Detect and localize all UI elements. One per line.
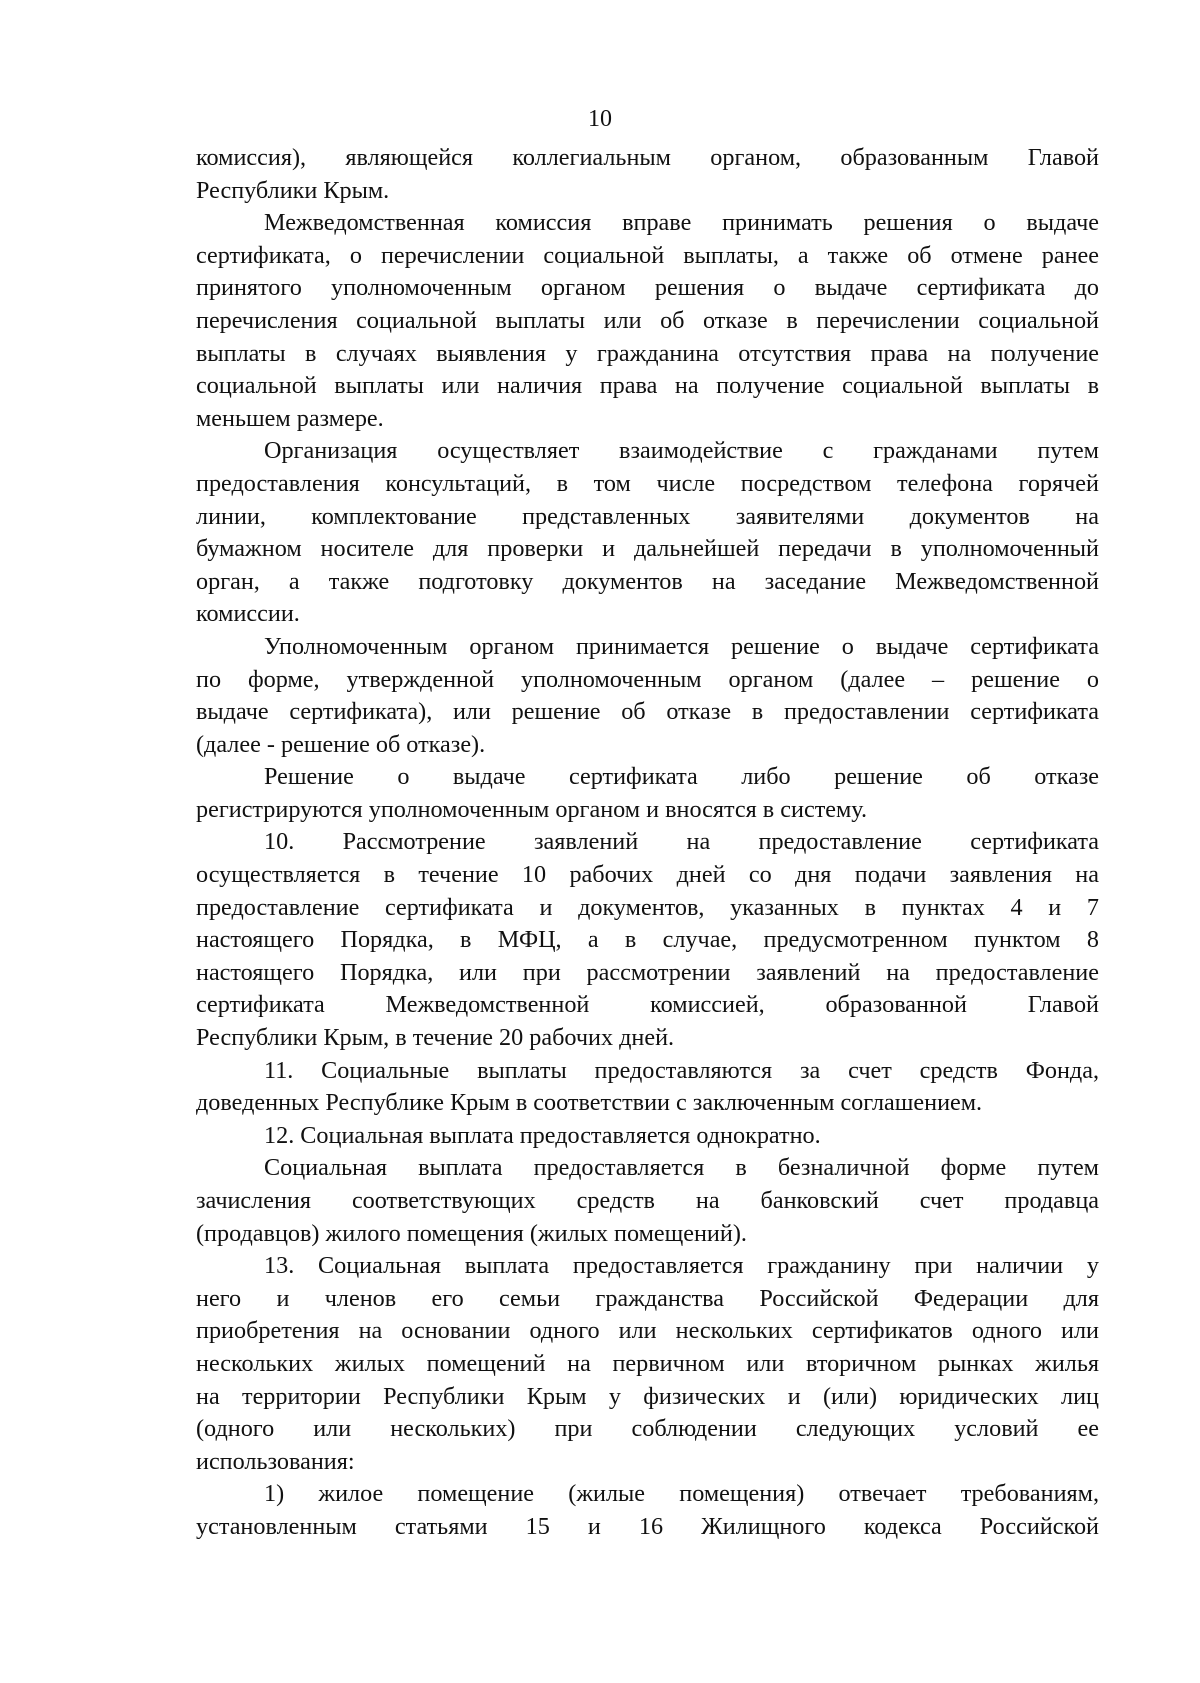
- text-line: комиссии.: [196, 600, 300, 628]
- text-line: Республики Крым.: [196, 176, 390, 204]
- text-line: Организация осуществляет взаимодействие с гражданами путем: [264, 437, 1099, 465]
- text-line: линии, комплектование представленных заявителями документов на: [196, 502, 1099, 530]
- text-line: социальной выплаты или наличия права на получение социальной выплаты в: [196, 372, 1099, 400]
- text-line: предоставления консультаций, в том числе посредством телефона горячей: [196, 469, 1099, 497]
- text-line: на территории Республики Крым у физических и (или) юридических лиц: [196, 1382, 1099, 1410]
- text-line: предоставление сертификата и документов, указанных в пунктах 4 и 7: [196, 893, 1099, 921]
- text-line: 1) жилое помещение (жилые помещения) отвечает требованиям,: [264, 1480, 1099, 1508]
- text-line: установленным статьями 15 и 16 Жилищного кодекса Российской: [196, 1512, 1099, 1540]
- text-line: сертификата Межведомственной комиссией, образованной Главой: [196, 991, 1099, 1019]
- text-line: регистрируются уполномоченным органом и вносятся в систему.: [196, 795, 868, 823]
- text-line: выплаты в случаях выявления у гражданина отсутствия права на получение: [196, 339, 1099, 367]
- text-line: Уполномоченным органом принимается решение о выдаче сертификата: [264, 632, 1099, 660]
- text-line: Социальная выплата предоставляется в безналичной форме путем: [264, 1154, 1099, 1182]
- text-line: выдаче сертификата), или решение об отказе в предоставлении сертификата: [196, 698, 1099, 726]
- text-line: настоящего Порядка, или при рассмотрении заявлений на предоставление: [196, 958, 1099, 986]
- text-line: Межведомственная комиссия вправе принимать решения о выдаче: [264, 209, 1099, 237]
- text-line: (далее - решение об отказе).: [196, 730, 486, 758]
- text-line: настоящего Порядка, в МФЦ, а в случае, предусмотренном пунктом 8: [196, 926, 1099, 954]
- text-line: перечисления социальной выплаты или об отказе в перечислении социальной: [196, 306, 1099, 334]
- text-line: (одного или нескольких) при соблюдении следующих условий ее: [196, 1415, 1099, 1443]
- text-line: меньшем размере.: [196, 404, 384, 432]
- text-line: Республики Крым, в течение 20 рабочих дней.: [196, 1024, 675, 1052]
- text-line: зачисления соответствующих средств на банковский счет продавца: [196, 1187, 1099, 1214]
- page-number: 10: [588, 106, 612, 132]
- text-line: приобретения на основании одного или нескольких сертификатов одного или: [196, 1317, 1099, 1345]
- text-line: бумажном носителе для проверки и дальнейшей передачи в уполномоченный: [196, 535, 1099, 563]
- text-line: использования:: [196, 1447, 355, 1475]
- text-line: доведенных Республике Крым в соответствии с заключенным соглашением.: [196, 1089, 983, 1117]
- text-line: Решение о выдаче сертификата либо решение об отказе: [264, 763, 1099, 791]
- text-line: комиссия), являющейся коллегиальным органом, образованным Главой: [196, 144, 1099, 171]
- text-line: 13. Социальная выплата предоставляется гражданину при наличии у: [264, 1252, 1099, 1280]
- text-line: принятого уполномоченным органом решения о выдаче сертификата до: [196, 274, 1099, 302]
- text-line: нескольких жилых помещений на первичном или вторичном рынках жилья: [196, 1349, 1099, 1377]
- text-line: 12. Социальная выплата предоставляется однократно.: [264, 1121, 821, 1149]
- text-line: сертификата, о перечислении социальной выплаты, а также об отмене ранее: [196, 241, 1099, 269]
- text-line: (продавцов) жилого помещения (жилых помещений).: [196, 1219, 747, 1247]
- text-line: орган, а также подготовку документов на заседание Межведомственной: [196, 567, 1099, 595]
- document-body: [196, 142, 1099, 1544]
- text-line: него и членов его семьи гражданства Российской Федерации для: [196, 1284, 1099, 1312]
- text-line: 10. Рассмотрение заявлений на предоставление сертификата: [264, 828, 1099, 856]
- text-line: по форме, утвержденной уполномоченным органом (далее – решение о: [196, 665, 1099, 693]
- text-line: осуществляется в течение 10 рабочих дней со дня подачи заявления на: [196, 861, 1099, 889]
- text-line: 11. Социальные выплаты предоставляются за счет средств Фонда,: [264, 1056, 1099, 1084]
